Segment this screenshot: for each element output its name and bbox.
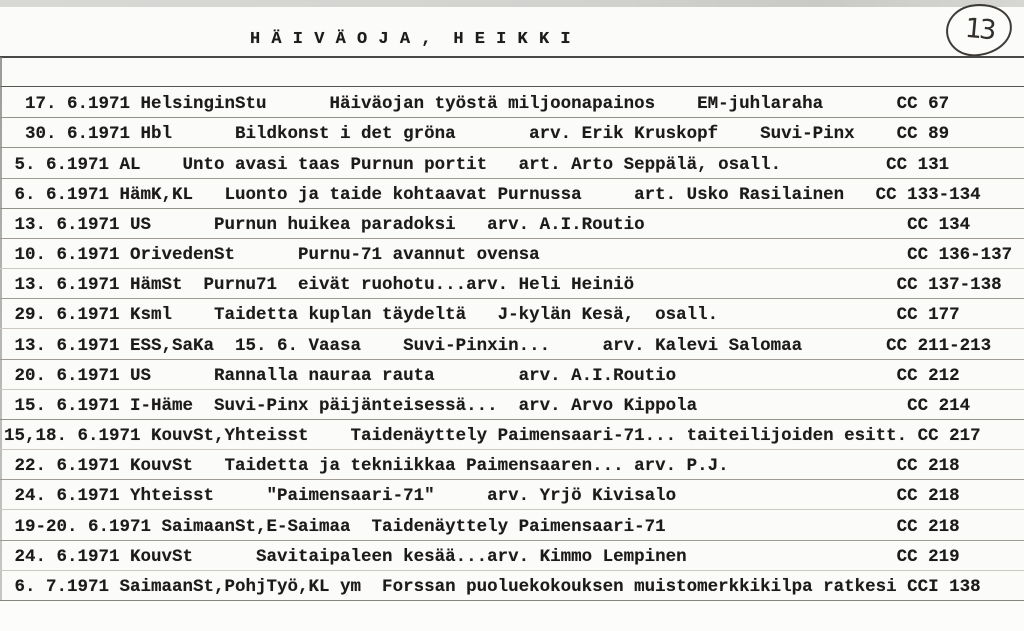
- record-row: 10. 6.1971 OrivedenSt Purnu-71 avannut ovensa CC 136-137: [0, 239, 1024, 269]
- record-row: 6. 6.1971 HämK,KL Luonto ja taide kohtaavat Purnussa art. Usko Rasilainen CC 133-134: [0, 179, 1024, 209]
- record-row: 13. 6.1971 HämSt Purnu71 eivät ruohotu...arv. Heli Heiniö CC 137-138: [0, 269, 1024, 299]
- record-row: 24. 6.1971 Yhteisst "Paimensaari-71" arv. Yrjö Kivisalo CC 218: [0, 480, 1024, 510]
- record-row: 24. 6.1971 KouvSt Savitaipaleen kesää...arv. Kimmo Lempinen CC 219: [0, 541, 1024, 571]
- record-row: 20. 6.1971 US Rannalla nauraa rauta arv. A.I.Routio CC 212: [0, 360, 1024, 390]
- page-number: 13: [963, 12, 995, 46]
- page-title: H Ä I V Ä O J A , H E I K K I: [250, 30, 572, 49]
- record-row: 30. 6.1971 Hbl Bildkonst i det gröna arv. Erik Kruskopf Suvi-Pinx CC 89: [0, 118, 1024, 148]
- header-rule-top: [0, 56, 1024, 58]
- header-rule-bottom: [0, 86, 1024, 87]
- record-row: 6. 7.1971 SaimaanSt,PohjTyö,KL ym Forssan puoluekokouksen muistomerkkikilpa ratkesi CCI 138: [0, 571, 1024, 601]
- card-header: [0, 0, 1024, 88]
- record-row: 19-20. 6.1971 SaimaanSt,E-Saimaa Taidenäyttely Paimensaari-71 CC 218: [0, 510, 1024, 540]
- record-list: [0, 88, 1024, 601]
- record-row: 5. 6.1971 AL Unto avasi taas Purnun portit art. Arto Seppälä, osall. CC 131: [0, 148, 1024, 178]
- record-row: 17. 6.1971 HelsinginStu Häiväojan työstä miljoonapainos EM-juhlaraha CC 67: [0, 88, 1024, 118]
- card-bottom-margin: [0, 601, 1024, 631]
- record-row: 15,18. 6.1971 KouvSt,Yhteisst Taidenäyttely Paimensaari-71... taiteilijoiden esitt. CC 217: [0, 420, 1024, 450]
- record-row: 29. 6.1971 Ksml Taidetta kuplan täydeltä J-kylän Kesä, osall. CC 177: [0, 299, 1024, 329]
- record-row: 13. 6.1971 ESS,SaKa 15. 6. Vaasa Suvi-Pinxin... arv. Kalevi Salomaa CC 211-213: [0, 329, 1024, 359]
- record-row: 15. 6.1971 I-Häme Suvi-Pinx päijänteisessä... arv. Arvo Kippola CC 214: [0, 390, 1024, 420]
- record-row: 22. 6.1971 KouvSt Taidetta ja tekniikkaa Paimensaaren... arv. P.J. CC 218: [0, 450, 1024, 480]
- page-number-badge: [944, 2, 1013, 58]
- record-row: 13. 6.1971 US Purnun huikea paradoksi arv. A.I.Routio CC 134: [0, 209, 1024, 239]
